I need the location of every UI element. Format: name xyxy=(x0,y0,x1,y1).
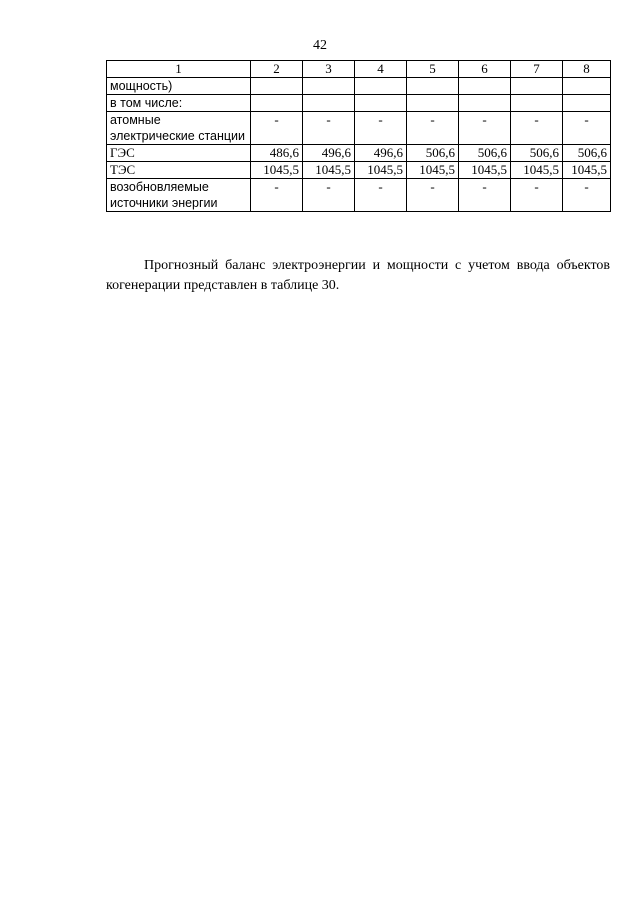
column-header: 1 xyxy=(107,61,251,78)
table-cell: 506,6 xyxy=(459,145,511,162)
table-cell: - xyxy=(355,112,407,145)
table-cell: 506,6 xyxy=(407,145,459,162)
page-number: 42 xyxy=(313,38,327,53)
table-cell: - xyxy=(407,112,459,145)
forecast-table xyxy=(106,60,611,212)
row-label: возобновляемые источники энергии xyxy=(107,179,251,212)
table-cell: - xyxy=(407,179,459,212)
column-header: 6 xyxy=(459,61,511,78)
column-header: 2 xyxy=(251,61,303,78)
table-row xyxy=(107,162,611,179)
table-cell xyxy=(459,78,511,95)
column-header: 3 xyxy=(303,61,355,78)
table-cell: 1045,5 xyxy=(355,162,407,179)
paragraph-text: Прогнозный баланс электроэнергии и мощности с учетом ввода объектов когенерации представлен в таблице 30. xyxy=(106,258,610,293)
table-cell xyxy=(303,95,355,112)
body-paragraph xyxy=(106,256,610,296)
table-row xyxy=(107,179,611,212)
table-cell xyxy=(563,78,611,95)
table-cell xyxy=(303,78,355,95)
table-header-row xyxy=(107,61,611,78)
table-cell: 1045,5 xyxy=(563,162,611,179)
column-header: 4 xyxy=(355,61,407,78)
table-cell: - xyxy=(563,179,611,212)
row-label: в том числе: xyxy=(107,95,251,112)
table-row xyxy=(107,112,611,145)
table-cell xyxy=(251,95,303,112)
table-cell: - xyxy=(511,112,563,145)
row-label: мощность) xyxy=(107,78,251,95)
table-cell: 1045,5 xyxy=(251,162,303,179)
table-cell: 1045,5 xyxy=(511,162,563,179)
table-cell xyxy=(355,95,407,112)
table-cell xyxy=(511,95,563,112)
table-cell: - xyxy=(511,179,563,212)
row-label: атомные электрические станции xyxy=(107,112,251,145)
table-row xyxy=(107,145,611,162)
table-cell: - xyxy=(303,112,355,145)
table-cell xyxy=(563,95,611,112)
table-cell: 506,6 xyxy=(563,145,611,162)
row-label: ГЭС xyxy=(107,145,251,162)
table-cell: - xyxy=(459,179,511,212)
table-cell: - xyxy=(355,179,407,212)
column-header: 7 xyxy=(511,61,563,78)
table-cell: 496,6 xyxy=(355,145,407,162)
table-cell: 1045,5 xyxy=(407,162,459,179)
column-header: 5 xyxy=(407,61,459,78)
table-cell: - xyxy=(459,112,511,145)
table-cell: 1045,5 xyxy=(303,162,355,179)
table-cell: - xyxy=(251,112,303,145)
table-cell xyxy=(459,95,511,112)
table-row xyxy=(107,95,611,112)
table-cell: - xyxy=(251,179,303,212)
table-cell: 496,6 xyxy=(303,145,355,162)
table-cell: 506,6 xyxy=(511,145,563,162)
table-cell xyxy=(251,78,303,95)
table-row xyxy=(107,78,611,95)
table-cell xyxy=(355,78,407,95)
table-cell xyxy=(511,78,563,95)
table-cell xyxy=(407,95,459,112)
table-cell: 1045,5 xyxy=(459,162,511,179)
table-cell: - xyxy=(563,112,611,145)
column-header: 8 xyxy=(563,61,611,78)
table-cell xyxy=(407,78,459,95)
row-label: ТЭС xyxy=(107,162,251,179)
table-cell: - xyxy=(303,179,355,212)
table-cell: 486,6 xyxy=(251,145,303,162)
